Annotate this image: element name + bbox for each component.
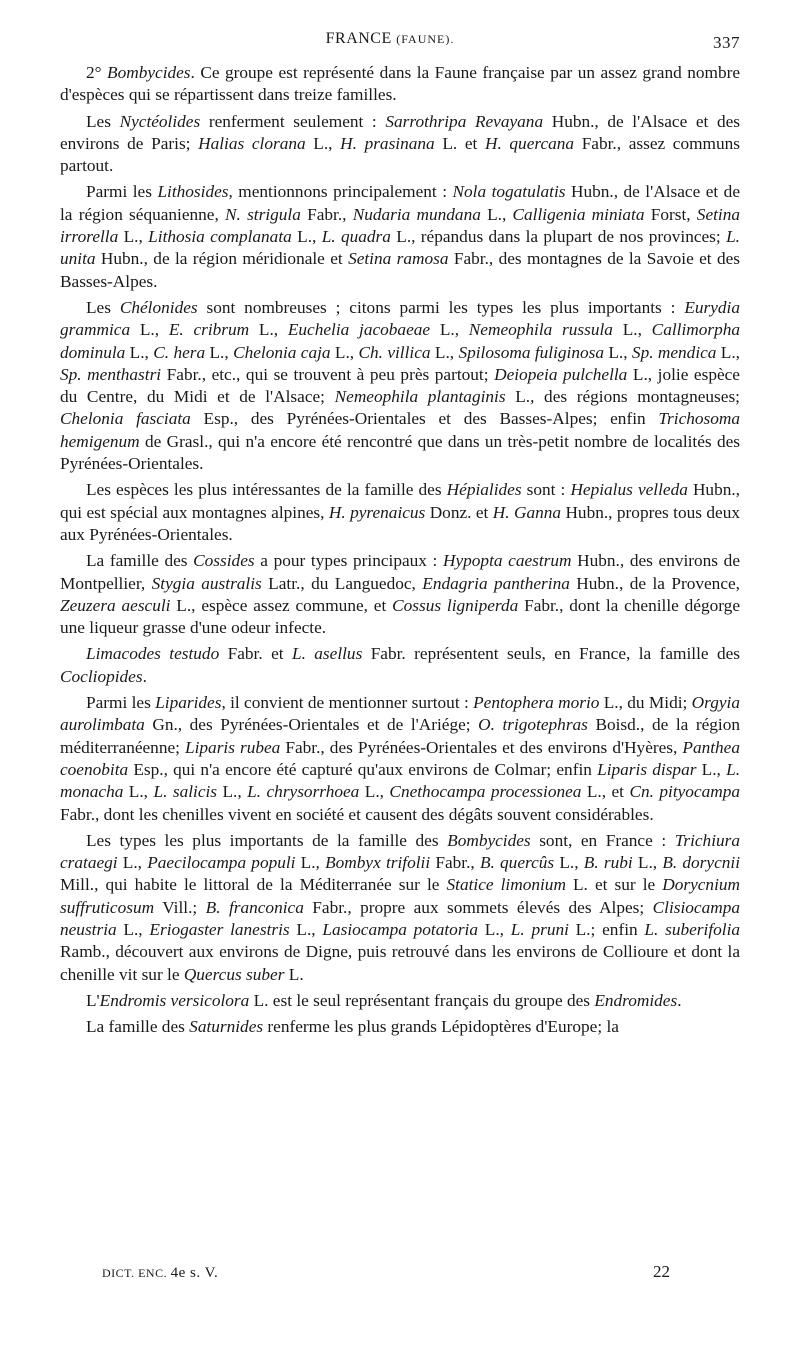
text-run: Hubn., de la région méridionale et bbox=[95, 249, 349, 269]
species-name: Dorycnium suffruticosum bbox=[60, 875, 740, 917]
text-run: sont, en France : bbox=[530, 830, 675, 850]
paragraph-chelonides bbox=[60, 297, 740, 475]
text-run: L., bbox=[330, 342, 359, 362]
text-run: Ramb., découvert aux environs de Digne, puis retrouvé dans les environs de Collioure et dont la chenille vit sur le bbox=[60, 942, 740, 984]
species-name: H. pyrenaicus bbox=[328, 502, 426, 522]
text-run: Fabr., assez communs partout. bbox=[60, 133, 741, 176]
species-name: Cossus ligniperda bbox=[392, 595, 519, 615]
text-run: Fabr., des Pyrénées-Orientales et des environs d'Hyères, bbox=[280, 737, 683, 757]
species-name: Sarrothripa Revayana bbox=[385, 111, 544, 131]
text-run: L. et sur le bbox=[565, 875, 663, 895]
species-name: L. pruni bbox=[510, 919, 569, 939]
text-run: L., bbox=[116, 919, 150, 939]
species-name: L. monacha bbox=[60, 759, 741, 802]
species-name: L. suberifolia bbox=[644, 919, 741, 939]
text-run: Les bbox=[86, 297, 120, 317]
text-run: L., bbox=[249, 320, 288, 340]
species-name: B. franconica bbox=[205, 897, 304, 917]
species-name: Cossides bbox=[193, 551, 255, 571]
text-run: Hubn., de la Provence, bbox=[569, 573, 740, 593]
species-name: Endromis versicolora bbox=[99, 990, 250, 1010]
species-name: Pentophera morio bbox=[473, 693, 600, 713]
text-run: sont nombreuses ; citons parmi les types les plus importants : bbox=[197, 297, 685, 317]
species-name: Calligenia miniata bbox=[512, 204, 645, 224]
text-run: Les espèces les plus intéressantes de la famille des bbox=[86, 480, 447, 500]
paragraph-bombycides-family bbox=[60, 830, 740, 986]
text-run: L., bbox=[696, 759, 727, 779]
text-run: Esp., qui n'a encore été capturé qu'aux environs de Colmar; enfin bbox=[128, 759, 598, 779]
paragraph-saturnides bbox=[60, 1016, 740, 1038]
page bbox=[60, 0, 741, 1281]
species-name: B. rubi bbox=[583, 853, 633, 873]
text-run: L., bbox=[217, 782, 248, 802]
text-run: L., espèce assez commune, et bbox=[170, 595, 393, 615]
text-run: 2° bbox=[86, 63, 108, 82]
text-run: . bbox=[142, 666, 147, 686]
text-run: Esp., des Pyrénées-Orientales et des Basses-Alpes; enfin bbox=[190, 409, 659, 429]
text-run: Latr., du Languedoc, bbox=[261, 573, 423, 593]
species-name: H. Ganna bbox=[492, 502, 562, 522]
text-run: Fabr., bbox=[300, 204, 353, 224]
species-name: Statice limonium bbox=[446, 875, 566, 895]
text-run: L., bbox=[205, 342, 234, 362]
species-name: Saturnides bbox=[189, 1017, 264, 1037]
species-name: Bombyx trifolii bbox=[325, 853, 431, 873]
species-name: Endromides bbox=[594, 990, 678, 1010]
species-name: Bombycides bbox=[107, 63, 191, 82]
species-name: Trichiura crataegi bbox=[60, 830, 741, 873]
species-name: Stygia australis bbox=[151, 573, 262, 593]
paragraph-hepialides bbox=[60, 479, 740, 546]
species-name: H. quercana bbox=[484, 133, 575, 153]
paragraph-cocliopides bbox=[60, 643, 740, 688]
species-name: Zeuzera aesculi bbox=[60, 595, 171, 615]
species-name: Chelonia fasciata bbox=[60, 409, 191, 429]
text-run: L., bbox=[305, 133, 341, 153]
text-run: L., bbox=[291, 227, 322, 247]
species-name: Nemeophila plantaginis bbox=[334, 387, 506, 407]
text-run: L., bbox=[603, 342, 632, 362]
text-run: Boisd., de la région méditerranéenne; bbox=[60, 715, 741, 757]
text-run: , mentionnons principalement : bbox=[228, 182, 453, 202]
paragraph-lithosides bbox=[60, 181, 740, 292]
article-body bbox=[60, 62, 740, 1038]
species-name: Chelonia caja bbox=[233, 342, 331, 362]
text-run: Hubn., de l'Alsace et de la région séquanienne, bbox=[60, 182, 740, 224]
text-run: L., bbox=[123, 782, 154, 802]
text-run: , il convient de mentionner surtout : bbox=[221, 693, 474, 713]
text-run: Parmi les bbox=[86, 693, 156, 713]
species-name: Endagria pantherina bbox=[422, 573, 570, 593]
text-run: Gn., des Pyrénées-Orientales et de l'Ariége; bbox=[144, 715, 479, 735]
page-number: 337 bbox=[713, 33, 740, 52]
footer-signature-text: DICT. ENC. bbox=[102, 1266, 168, 1280]
species-name: Sp. menthastri bbox=[60, 364, 162, 384]
species-name: Nemeophila russula bbox=[468, 320, 613, 340]
species-name: L. salicis bbox=[153, 782, 218, 802]
text-run: Hubn., qui est spécial aux montagnes alpines, bbox=[60, 480, 740, 522]
species-name: Hypopta caestrum bbox=[443, 551, 572, 571]
text-run: L., bbox=[632, 853, 663, 873]
text-run: Fabr., des montagnes de la Savoie et des Basses-Alpes. bbox=[60, 249, 740, 291]
text-run: Forst, bbox=[644, 204, 697, 224]
paragraph-nycteolides bbox=[60, 111, 740, 178]
species-name: N. strigula bbox=[225, 204, 301, 224]
species-name: L. chrysorrhoea bbox=[247, 782, 360, 802]
text-run: L., bbox=[430, 320, 469, 340]
text-run: Vill.; bbox=[154, 897, 206, 917]
species-name: Panthea coenobita bbox=[60, 737, 740, 779]
species-name: L. asellus bbox=[291, 644, 363, 664]
species-name: Liparis rubea bbox=[185, 737, 281, 757]
species-name: B. dorycnii bbox=[662, 853, 740, 873]
paragraph-liparides bbox=[60, 692, 740, 826]
text-run: L., bbox=[612, 320, 652, 340]
species-name: Hépialides bbox=[446, 480, 522, 500]
text-run: Fabr., bbox=[430, 853, 480, 873]
text-run: Hubn., de l'Alsace et des environs de Paris; bbox=[60, 111, 740, 153]
text-run: Hubn., des environs de Montpellier, bbox=[60, 551, 740, 593]
running-title-paren: (FAUNE). bbox=[396, 32, 455, 46]
text-run: L., bbox=[125, 342, 154, 362]
species-name: Ch. villica bbox=[358, 342, 431, 362]
species-name: Liparides bbox=[155, 693, 222, 713]
text-run: L., bbox=[117, 853, 148, 873]
species-name: Nudaria mundana bbox=[352, 204, 481, 224]
text-run: La famille des bbox=[86, 1017, 190, 1037]
species-name: H. prasinana bbox=[340, 133, 435, 153]
text-run: L., répandus dans la plupart de nos provinces; bbox=[390, 227, 727, 247]
text-run: L., bbox=[554, 853, 584, 873]
species-name: Halias clorana bbox=[198, 133, 306, 153]
text-run: L., bbox=[480, 204, 513, 224]
text-run: Fabr., propre aux sommets élevés des Alpes; bbox=[303, 897, 653, 917]
species-name: Limacodes testudo bbox=[86, 644, 220, 664]
species-name: Callimorpha dominula bbox=[60, 320, 741, 362]
running-title-main: FRANCE bbox=[325, 30, 392, 47]
text-run: L. et bbox=[434, 133, 485, 153]
species-name: Sp. mendica bbox=[631, 342, 717, 362]
species-name: C. hera bbox=[153, 342, 206, 362]
species-name: Setina irrorella bbox=[60, 204, 740, 247]
text-run: Mill., qui habite le littoral de la Méditerranée sur le bbox=[60, 875, 447, 895]
species-name: Liparis dispar bbox=[597, 759, 697, 779]
species-name: L. unita bbox=[60, 227, 740, 269]
running-title bbox=[50, 30, 730, 48]
species-name: Hepialus velleda bbox=[570, 480, 688, 500]
species-name: Eurydia grammica bbox=[60, 297, 740, 340]
text-run: Parmi les bbox=[86, 182, 158, 202]
species-name: Nyctéolides bbox=[119, 111, 201, 131]
species-name: O. trigotephras bbox=[478, 715, 588, 735]
text-run: L., bbox=[430, 342, 459, 362]
text-run: Les bbox=[86, 111, 120, 131]
text-run: renferment seulement : bbox=[200, 111, 386, 131]
species-name: Cnethocampa processionea bbox=[389, 782, 582, 802]
text-run: L., bbox=[130, 320, 169, 340]
text-run: . bbox=[677, 990, 682, 1010]
text-run: L., bbox=[359, 782, 390, 802]
species-name: Chélonides bbox=[119, 297, 198, 317]
species-name: Eriogaster lanestris bbox=[149, 919, 290, 939]
paragraph-bombycides-intro bbox=[60, 62, 740, 107]
paragraph-endromides bbox=[60, 990, 740, 1012]
text-run: Fabr., dont la chenille dégorge une liqueur grasse d'une odeur infecte. bbox=[60, 595, 740, 638]
species-name: B. quercûs bbox=[479, 853, 555, 873]
species-name: Nola togatulatis bbox=[452, 182, 566, 202]
text-run: Les types les plus importants de la famille des bbox=[86, 830, 448, 850]
text-run: Hubn., propres tous deux aux Pyrénées-Orientales. bbox=[60, 502, 740, 544]
sheet-number: 22 bbox=[653, 1262, 670, 1281]
species-name: Spilosoma fuliginosa bbox=[458, 342, 604, 362]
species-name: Orgyia aurolimbata bbox=[60, 693, 740, 735]
species-name: Lasiocampa potatoria bbox=[322, 919, 478, 939]
species-name: L. quadra bbox=[321, 227, 391, 247]
text-run: Fabr. représentent seuls, en France, la famille des bbox=[362, 644, 740, 664]
text-run: Donz. et bbox=[425, 502, 493, 522]
running-header bbox=[60, 0, 740, 52]
text-run: L., bbox=[289, 919, 323, 939]
species-name: Lithosia complanata bbox=[148, 227, 292, 247]
species-name: Cocliopides bbox=[60, 666, 143, 686]
species-name: Setina ramosa bbox=[348, 249, 449, 269]
text-run: L.; enfin bbox=[568, 919, 645, 939]
footer-volume: 4e s. V. bbox=[170, 1265, 219, 1281]
text-run: L. bbox=[284, 964, 304, 984]
text-run: Fabr., etc., qui se trouvent à peu près partout; bbox=[161, 364, 495, 384]
text-run: a pour types principaux : bbox=[254, 551, 443, 571]
text-run: L., bbox=[716, 342, 741, 362]
text-run: L., jolie espèce du Centre, du Midi et de l'Alsace; bbox=[60, 364, 740, 407]
text-run: L., du Midi; bbox=[599, 693, 692, 713]
text-run: L., bbox=[478, 919, 511, 939]
text-run: sont : bbox=[521, 480, 571, 500]
text-run: L., bbox=[118, 227, 149, 247]
text-run: renferme les plus grands Lépidoptères d'Europe; la bbox=[263, 1017, 619, 1037]
footer-signature bbox=[102, 1265, 218, 1282]
text-run: . Ce groupe est représenté dans la Faune française par un assez grand nombre d'espèces qui se répartissent dans treize familles. bbox=[60, 63, 741, 105]
species-name: Quercus suber bbox=[183, 964, 285, 984]
species-name: Deiopeia pulchella bbox=[494, 364, 628, 384]
text-run: de Grasl., qui n'a encore été rencontré que dans un très-petit nombre de localités des Pyrénées-Orientales. bbox=[60, 431, 740, 474]
paragraph-cossides bbox=[60, 550, 740, 639]
species-name: Euchelia jacobaeae bbox=[287, 320, 431, 340]
text-run: L., et bbox=[581, 782, 630, 802]
species-name: Trichosoma hemigenum bbox=[60, 409, 741, 451]
species-name: E. cribrum bbox=[168, 320, 250, 340]
species-name: Bombycides bbox=[447, 830, 531, 850]
text-run: La famille des bbox=[86, 551, 194, 571]
species-name: Paecilocampa populi bbox=[147, 853, 296, 873]
text-run: L., des régions montagneuses; bbox=[505, 387, 740, 407]
text-run: L., bbox=[295, 853, 326, 873]
species-name: Lithosides bbox=[157, 182, 229, 202]
species-name: Cn. pityocampa bbox=[629, 782, 741, 802]
text-run: L. est le seul représentant français du groupe des bbox=[249, 990, 595, 1010]
text-run: L' bbox=[86, 990, 100, 1010]
text-run: Fabr., dont les chenilles vivent en société et causent des dégâts souvent considérables. bbox=[60, 804, 654, 824]
text-run: Fabr. et bbox=[219, 644, 292, 664]
species-name: Clisiocampa neustria bbox=[60, 897, 740, 939]
